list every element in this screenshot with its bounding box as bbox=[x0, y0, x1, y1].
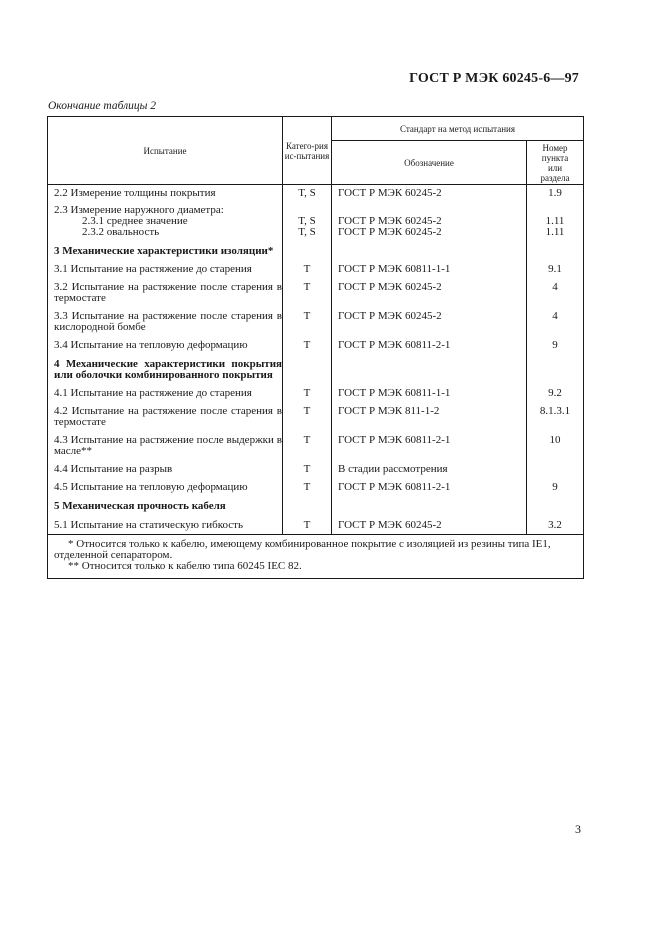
standard-designation: ГОСТ Р МЭК 60811-2-1 bbox=[332, 333, 527, 351]
standard-clause: 1.9 bbox=[527, 185, 584, 200]
standard-clause: 4 bbox=[527, 275, 584, 304]
test-category: T bbox=[283, 457, 332, 475]
test-category: T bbox=[283, 257, 332, 275]
standard-clause: 9.2 bbox=[527, 381, 584, 399]
standard-designation: ГОСТ Р МЭК 60811-2-1 bbox=[332, 475, 527, 493]
section-heading: 5 Механическая прочность кабеля bbox=[54, 500, 226, 512]
test-category: T bbox=[283, 333, 332, 351]
section-heading: 4 Механические характеристики покрытия или оболочки комбинированного покрытия bbox=[54, 358, 282, 381]
footnote: ** Относится только к кабелю типа 60245 IEC 82. bbox=[68, 560, 302, 572]
test-name: 4.3 Испытание на растяжение после выдержки в масле** bbox=[54, 434, 282, 457]
table-row bbox=[48, 351, 584, 381]
test-category: T bbox=[283, 428, 332, 457]
test-name: 4.5 Испытание на тепловую деформацию bbox=[54, 481, 248, 493]
standard-designation: ГОСТ Р МЭК 60245-2 bbox=[338, 226, 442, 238]
test-name: 4.1 Испытание на растяжение до старения bbox=[54, 387, 252, 399]
standard-designation: ГОСТ Р МЭК 60811-1-1 bbox=[332, 381, 527, 399]
standard-designation: ГОСТ Р МЭК 60245-2 bbox=[332, 304, 527, 333]
standard-designation: В стадии рассмотрения bbox=[332, 457, 527, 475]
standard-designation: ГОСТ Р МЭК 60811-1-1 bbox=[332, 257, 527, 275]
standard-designation: ГОСТ Р МЭК 60245-2 bbox=[332, 275, 527, 304]
header-test: Испытание bbox=[48, 117, 283, 185]
test-name: 3.3 Испытание на растяжение после старения в кислородной бомбе bbox=[54, 310, 282, 333]
test-category: T bbox=[283, 399, 332, 428]
test-name: 2.3.2 овальность bbox=[82, 226, 160, 238]
standard-clause: 1.11 bbox=[545, 215, 565, 227]
test-name: 2.2 Измерение толщины покрытия bbox=[54, 187, 216, 199]
test-name: 3.1 Испытание на растяжение до старения bbox=[54, 263, 252, 275]
standard-clause: 9 bbox=[527, 333, 584, 351]
table-row bbox=[48, 493, 584, 512]
table-row bbox=[48, 275, 584, 304]
standard-designation: ГОСТ Р МЭК 60245-2 bbox=[332, 185, 527, 200]
test-category: T bbox=[283, 381, 332, 399]
test-name: 3.4 Испытание на тепловую деформацию bbox=[54, 339, 248, 351]
table-row bbox=[48, 185, 584, 200]
standard-clause bbox=[527, 457, 584, 475]
document-code: ГОСТ Р МЭК 60245-6—97 bbox=[409, 71, 579, 86]
standard-clause: 10 bbox=[527, 428, 584, 457]
standard-clause: 4 bbox=[527, 304, 584, 333]
test-name: 5.1 Испытание на статическую гибкость bbox=[54, 519, 243, 531]
test-category: T, S bbox=[283, 185, 332, 200]
test-name: 2.3 Измерение наружного диаметра: bbox=[54, 204, 224, 216]
table-row bbox=[48, 399, 584, 428]
test-category: T, S bbox=[298, 226, 316, 238]
test-name: 4.4 Испытание на разрыв bbox=[54, 463, 173, 475]
header-designation: Обозначение bbox=[332, 141, 527, 185]
standard-clause: 1.11 bbox=[545, 226, 565, 238]
table-row bbox=[48, 257, 584, 275]
table-caption: Окончание таблицы 2 bbox=[48, 100, 156, 112]
test-category: T bbox=[283, 275, 332, 304]
test-name: 2.3.1 среднее значение bbox=[82, 215, 188, 227]
standard-clause: 8.1.3.1 bbox=[527, 399, 584, 428]
table-footnotes bbox=[48, 535, 584, 579]
page-number: 3 bbox=[575, 822, 581, 836]
table-row bbox=[48, 457, 584, 475]
footnote: * Относится только к кабелю, имеющему комбинированное покрытие с изоляцией из резины типа IE1, отделенной сепаратором. bbox=[54, 538, 551, 561]
table-row bbox=[48, 428, 584, 457]
test-category: T, S bbox=[298, 215, 316, 227]
test-table bbox=[47, 116, 584, 579]
standard-designation: ГОСТ Р МЭК 60245-2 bbox=[332, 512, 527, 535]
standard-clause: 3.2 bbox=[527, 512, 584, 535]
table-row bbox=[48, 238, 584, 257]
table-row bbox=[48, 333, 584, 351]
header-clause: Номер пункта или раздела bbox=[527, 141, 584, 185]
test-name: 4.2 Испытание на растяжение после старения в термостате bbox=[54, 405, 282, 428]
table-row bbox=[48, 199, 584, 238]
test-category: T bbox=[283, 512, 332, 535]
test-category: T bbox=[283, 475, 332, 493]
standard-designation: ГОСТ Р МЭК 60245-2 bbox=[338, 215, 442, 227]
table-row bbox=[48, 381, 584, 399]
table-row bbox=[48, 475, 584, 493]
section-heading: 3 Механические характеристики изоляции* bbox=[54, 245, 274, 257]
test-name: 3.2 Испытание на растяжение после старения в термостате bbox=[54, 281, 282, 304]
standard-designation: ГОСТ Р МЭК 60811-2-1 bbox=[332, 428, 527, 457]
standard-designation: ГОСТ Р МЭК 811-1-2 bbox=[332, 399, 527, 428]
table-row bbox=[48, 304, 584, 333]
header-standard: Стандарт на метод испытания bbox=[332, 117, 584, 141]
standard-clause: 9.1 bbox=[527, 257, 584, 275]
header-category: Катего-рия ис-пытания bbox=[283, 117, 332, 185]
test-category: T bbox=[283, 304, 332, 333]
standard-clause: 9 bbox=[527, 475, 584, 493]
table-row bbox=[48, 512, 584, 535]
